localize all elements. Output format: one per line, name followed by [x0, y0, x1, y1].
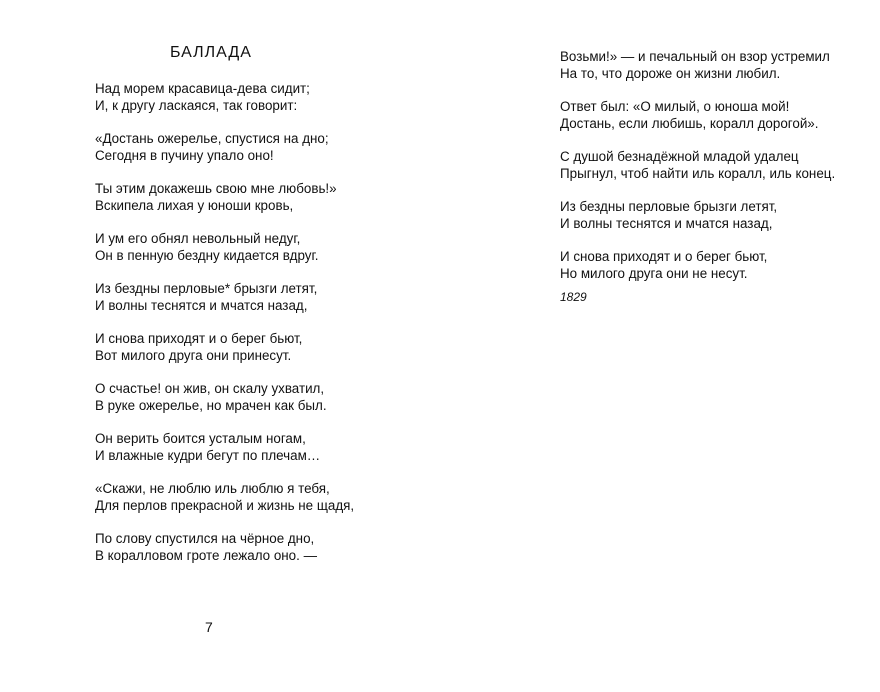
- poem-line: С душой безнадёжной младой удалец: [560, 149, 799, 164]
- poem-body-right: [560, 48, 835, 306]
- poem-line: Из бездны перловые брызги летят,: [560, 199, 778, 214]
- poem-body-left: [95, 80, 354, 580]
- stanza: [560, 148, 835, 182]
- poem-line: Сегодня в пучину упало оно!: [95, 148, 274, 163]
- poem-line: В руке ожерелье, но мрачен как был.: [95, 398, 327, 413]
- poem-line: И, к другу ласкаяся, так говорит:: [95, 98, 298, 113]
- poem-line: «Скажи, не люблю иль люблю я тебя,: [95, 481, 330, 496]
- right-page: [440, 0, 880, 692]
- stanza: [95, 230, 354, 264]
- poem-line: Ты этим докажешь свою мне любовь!»: [95, 181, 337, 196]
- poem-line: И снова приходят и о берег бьют,: [560, 249, 768, 264]
- stanza: [95, 280, 354, 314]
- poem-line: И снова приходят и о берег бьют,: [95, 331, 303, 346]
- stanza: [560, 248, 835, 282]
- poem-line: Прыгнул, чтоб найти иль коралл, иль конец.: [560, 166, 836, 181]
- poem-line: И влажные кудри бегут по плечам…: [95, 448, 321, 463]
- stanza: [95, 380, 354, 414]
- poem-line: Из бездны перловые* брызги летят,: [95, 281, 318, 296]
- poem-line: «Достань ожерелье, спустися на дно;: [95, 131, 329, 146]
- poem-line: И волны теснятся и мчатся назад,: [95, 298, 308, 313]
- poem-line: По слову спустился на чёрное дно,: [95, 531, 315, 546]
- poem-line: Но милого друга они не несут.: [560, 266, 748, 281]
- poem-line: Он в пенную бездну кидается вдруг.: [95, 248, 319, 263]
- poem-line: Вот милого друга они принесут.: [95, 348, 292, 363]
- stanza: [95, 480, 354, 514]
- poem-line: О счастье! он жив, он скалу ухватил,: [95, 381, 325, 396]
- stanza: [95, 180, 354, 214]
- stanza: [560, 48, 835, 82]
- poem-line: Достань, если любишь, коралл дорогой».: [560, 116, 819, 131]
- poem-line: На то, что дороже он жизни любил.: [560, 66, 781, 81]
- poem-line: Возьми!» — и печальный он взор устремил: [560, 49, 830, 64]
- stanza: [95, 330, 354, 364]
- poem-line: Над морем красавица-дева сидит;: [95, 81, 310, 96]
- poem-date: 1829: [560, 290, 587, 304]
- stanza: [560, 98, 835, 132]
- stanza: [560, 198, 835, 232]
- stanza: [95, 530, 354, 564]
- poem-line: В коралловом гроте лежало оно. —: [95, 548, 317, 563]
- poem-line: Для перлов прекрасной и жизнь не щадя,: [95, 498, 355, 513]
- page-number: 7: [205, 619, 213, 635]
- poem-line: Вскипела лихая у юноши кровь,: [95, 198, 294, 213]
- stanza: [95, 80, 354, 114]
- poem-line: И волны теснятся и мчатся назад,: [560, 216, 773, 231]
- stanza: [95, 130, 354, 164]
- poem-line: Ответ был: «О милый, о юноша мой!: [560, 99, 790, 114]
- poem-title: БАЛЛАДА: [170, 44, 252, 61]
- stanza: [95, 430, 354, 464]
- poem-line: Он верить боится усталым ногам,: [95, 431, 306, 446]
- poem-line: И ум его обнял невольный недуг,: [95, 231, 301, 246]
